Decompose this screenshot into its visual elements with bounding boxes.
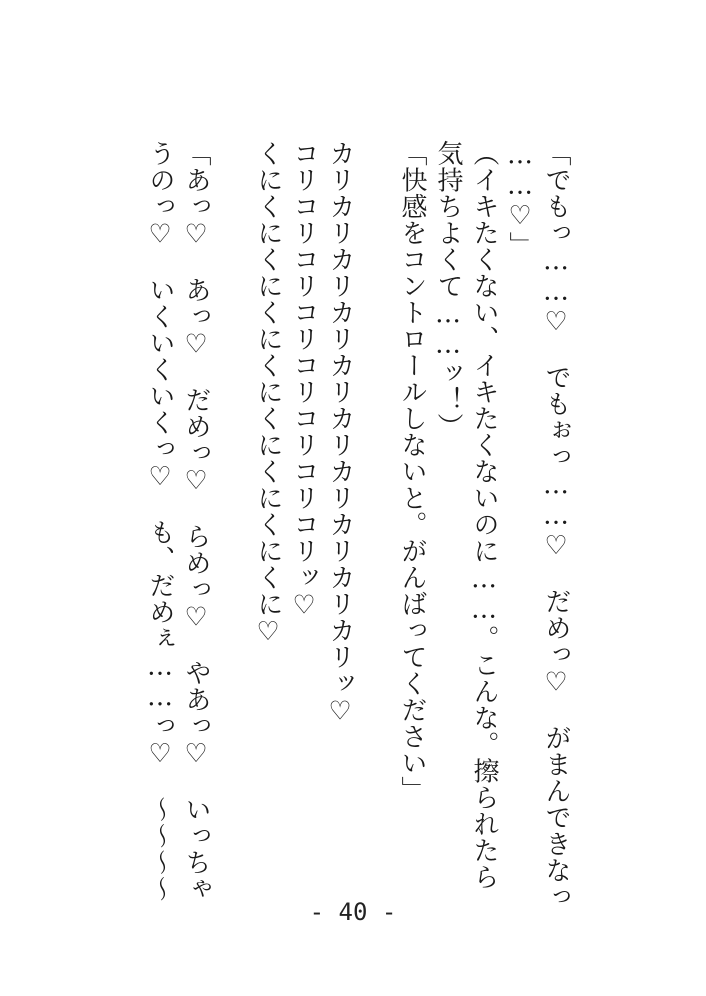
line-thought-1-cont: 気持ちよくて……ッ！） — [433, 140, 463, 440]
line-dialogue-2: 「快感をコントロールしないと。がんばってください」 — [397, 140, 427, 803]
line-dialogue-3: 「あっ♡ あっ♡ だめっ♡ らめっ♡ やあっ♡ いっちゃ — [181, 140, 211, 902]
line-dialogue-3-cont: うのっ♡ いくいくいくっ♡ も、だめぇ……っ♡ 〜〜〜〜 — [145, 140, 175, 902]
line-dialogue-1-cont: ……♡」 — [505, 140, 535, 258]
page-number: - 40 - — [309, 898, 397, 926]
line-dialogue-1: 「でもっ……♡ でもぉっ……♡ だめっ♡ がまんできなっ — [541, 140, 571, 910]
line-sfx-kari: カリカリカリカリカリカリカリカリカリカリッ♡ — [325, 140, 355, 727]
line-sfx-kori: コリコリコリコリコリコリコリコリッ♡ — [289, 140, 319, 621]
line-sfx-kuni: くにくにくにくにくにくにくにくにくに♡ — [253, 140, 283, 648]
line-thought-1: （イキたくない、イキたくないのに……。こんな。擦られたら — [469, 140, 499, 890]
